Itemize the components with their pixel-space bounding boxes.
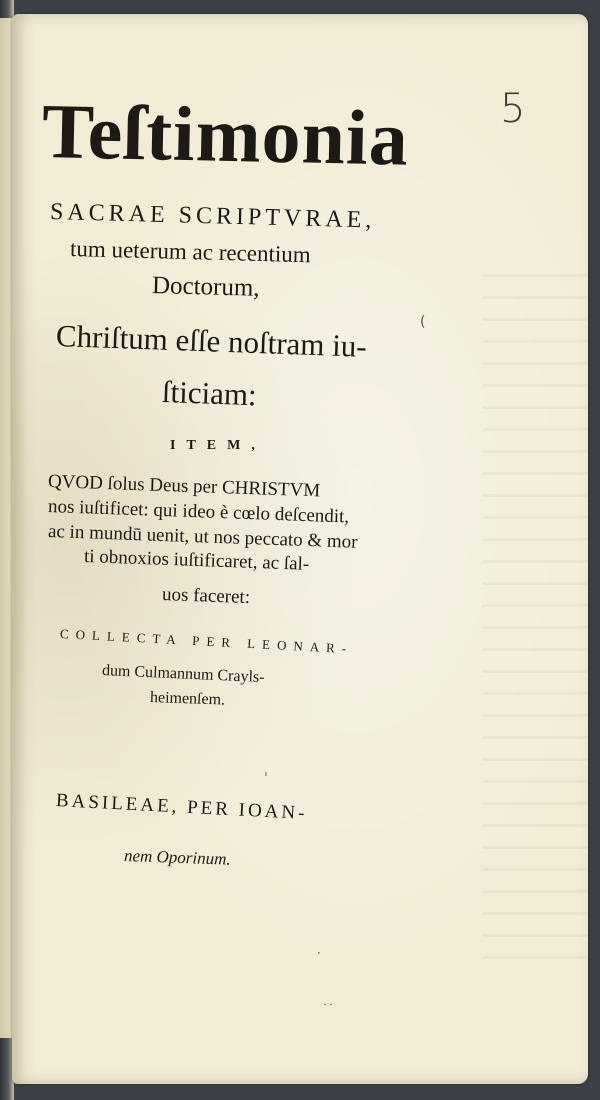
body-line-2: nos iuſtificet: qui ideo è cœlo deſcendit, <box>47 496 350 528</box>
title-page <box>12 14 588 1084</box>
body-line-1: QVOD ſolus Deus per CHRISTVM <box>47 471 321 502</box>
ink-speck: ˌ <box>264 762 268 778</box>
body-line-4: ti obnoxios iuſtificaret, ac ſal- <box>83 546 310 575</box>
body-line-5: uos faceret: <box>161 584 251 609</box>
item-heading: ITEM, <box>170 438 266 453</box>
page-title: Teſtimonia <box>41 87 410 182</box>
claim-line-2: ſticiam: <box>161 374 258 413</box>
folio-number: 5 <box>500 86 526 132</box>
subtitle-line-2: tum ueterum ac recentium <box>69 236 312 268</box>
body-line-3: ac in mundū uenit, ut nos peccato & mor <box>47 521 358 553</box>
show-through-text <box>482 274 588 974</box>
imprint-line-1: BASILEAE, PER IOAN- <box>55 790 308 825</box>
subtitle-line-3: Doctorum, <box>151 272 260 302</box>
subtitle-line-1: SACRAE SCRIPTVRAE, <box>49 199 376 234</box>
ink-speck: ˙˙ <box>322 1002 334 1016</box>
collector-line-1: COLLECTA PER LEONAR- <box>59 626 354 657</box>
claim-line-1: Chriſtum eſſe noſtram iu- <box>55 318 368 364</box>
collector-line-3: heimenſem. <box>149 689 226 709</box>
ink-speck: · <box>317 946 321 960</box>
collector-line-2: dum Culmannum Crayls- <box>101 662 265 687</box>
ink-speck: ( <box>420 314 426 330</box>
imprint-line-2: nem Oporinum. <box>123 846 232 869</box>
